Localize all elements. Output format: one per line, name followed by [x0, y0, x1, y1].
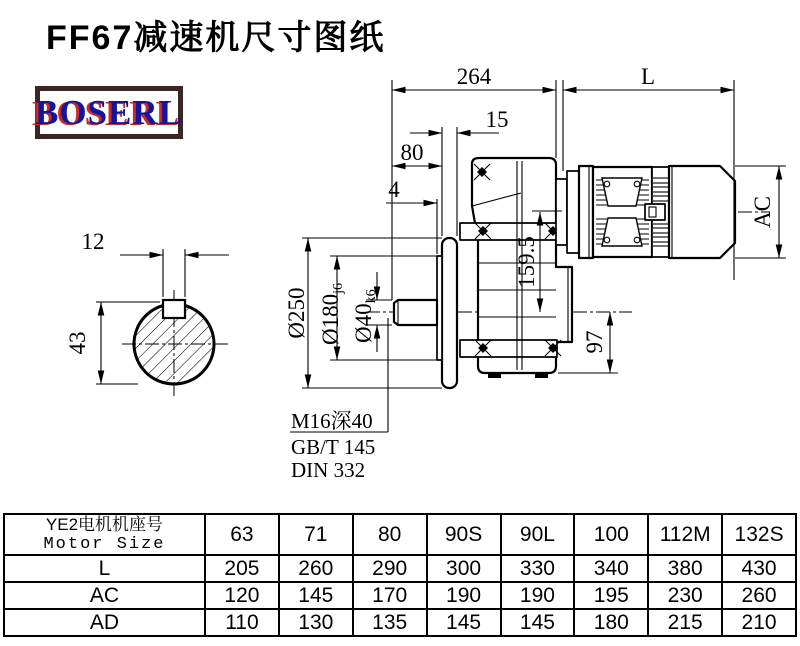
col-header-90l: 90L [501, 514, 575, 555]
dim-spigot-diameter-label: Ø180j6 [318, 282, 346, 345]
col-header-80: 80 [353, 514, 427, 555]
value-cell: 380 [648, 555, 722, 582]
table-row-L [4, 555, 796, 582]
dim-lower-height-label: 97 [582, 330, 607, 354]
bearing-boss-lower [460, 340, 557, 357]
dim-spigot-depth-label: 4 [388, 177, 400, 202]
dim-flange-diameter-label: Ø250 [284, 287, 309, 339]
table-row-AC [4, 582, 796, 609]
bearing-boss-upper [460, 223, 557, 240]
table-header-row [4, 514, 796, 555]
value-cell: 190 [501, 582, 575, 609]
value-cell: 205 [205, 555, 279, 582]
note-tapped-hole: M16深40 [291, 409, 373, 433]
col-header-112m: 112M [648, 514, 722, 555]
value-cell: 215 [648, 609, 722, 636]
dim-shaft-length-label: 80 [400, 140, 424, 165]
motor-terminal-detail [645, 204, 665, 220]
fan-cowl [669, 166, 735, 258]
row-label-L: L [4, 555, 205, 582]
brand-logo-text: BOSERL [35, 93, 183, 132]
col-header-132s: 132S [722, 514, 796, 555]
motor-pad-bottom [602, 218, 642, 246]
note-standard-gb: GB/T 145 [291, 435, 376, 459]
dim-axis-height-label: 159.5 [514, 236, 539, 288]
dim-motor-length-label: L [640, 64, 656, 89]
keyway [163, 300, 185, 318]
table-header-cell [4, 514, 205, 555]
value-cell: 145 [427, 609, 501, 636]
shaft-section-view [65, 229, 229, 398]
value-cell: 195 [574, 582, 648, 609]
value-cell: 180 [574, 609, 648, 636]
value-cell: 300 [427, 555, 501, 582]
value-cell: 210 [722, 609, 796, 636]
value-cell: 290 [353, 555, 427, 582]
row-label-AC: AC [4, 582, 205, 609]
motor-size-table [3, 513, 797, 637]
value-cell: 260 [722, 582, 796, 609]
dim-shaft-diameter-label: Ø40k6 [351, 289, 379, 343]
value-cell: 135 [353, 609, 427, 636]
motor-pad-top [602, 178, 642, 206]
value-cell: 170 [353, 582, 427, 609]
note-standard-din: DIN 332 [291, 458, 366, 482]
row-label-AD: AD [4, 609, 205, 636]
page-title: FF67减速机尺寸图纸 [46, 19, 386, 57]
value-cell: 110 [205, 609, 279, 636]
value-cell: 190 [427, 582, 501, 609]
output-shaft [394, 300, 437, 325]
value-cell: 120 [205, 582, 279, 609]
motor-end-shield [579, 166, 593, 258]
gearmotor-side-view [366, 158, 770, 388]
value-cell: 340 [574, 555, 648, 582]
value-cell: 260 [279, 555, 353, 582]
value-cell: 145 [501, 609, 575, 636]
header-title-en: Motor Size [43, 534, 166, 554]
header-title-cn: YE2电机机座号 [45, 515, 164, 534]
value-cell: 430 [722, 555, 796, 582]
motor-adapter-flange [567, 171, 579, 253]
col-header-90s: 90S [427, 514, 501, 555]
dim-shaft-height-label: 43 [65, 331, 90, 355]
value-cell: 130 [279, 609, 353, 636]
dim-motor-diameter-label: AC [750, 196, 775, 228]
value-cell: 145 [279, 582, 353, 609]
col-header-71: 71 [279, 514, 353, 555]
motor [556, 166, 735, 258]
dim-flange-thickness-label: 15 [485, 107, 509, 132]
motor-adapter [556, 179, 567, 245]
dim-housing-width-label: 264 [456, 64, 492, 89]
value-cell: 230 [648, 582, 722, 609]
dim-key-width-label: 12 [81, 229, 105, 254]
value-cell: 330 [501, 555, 575, 582]
col-header-100: 100 [574, 514, 648, 555]
table-row-AD [4, 609, 796, 636]
dimensions [284, 64, 786, 482]
output-flange [437, 238, 457, 388]
col-header-63: 63 [205, 514, 279, 555]
